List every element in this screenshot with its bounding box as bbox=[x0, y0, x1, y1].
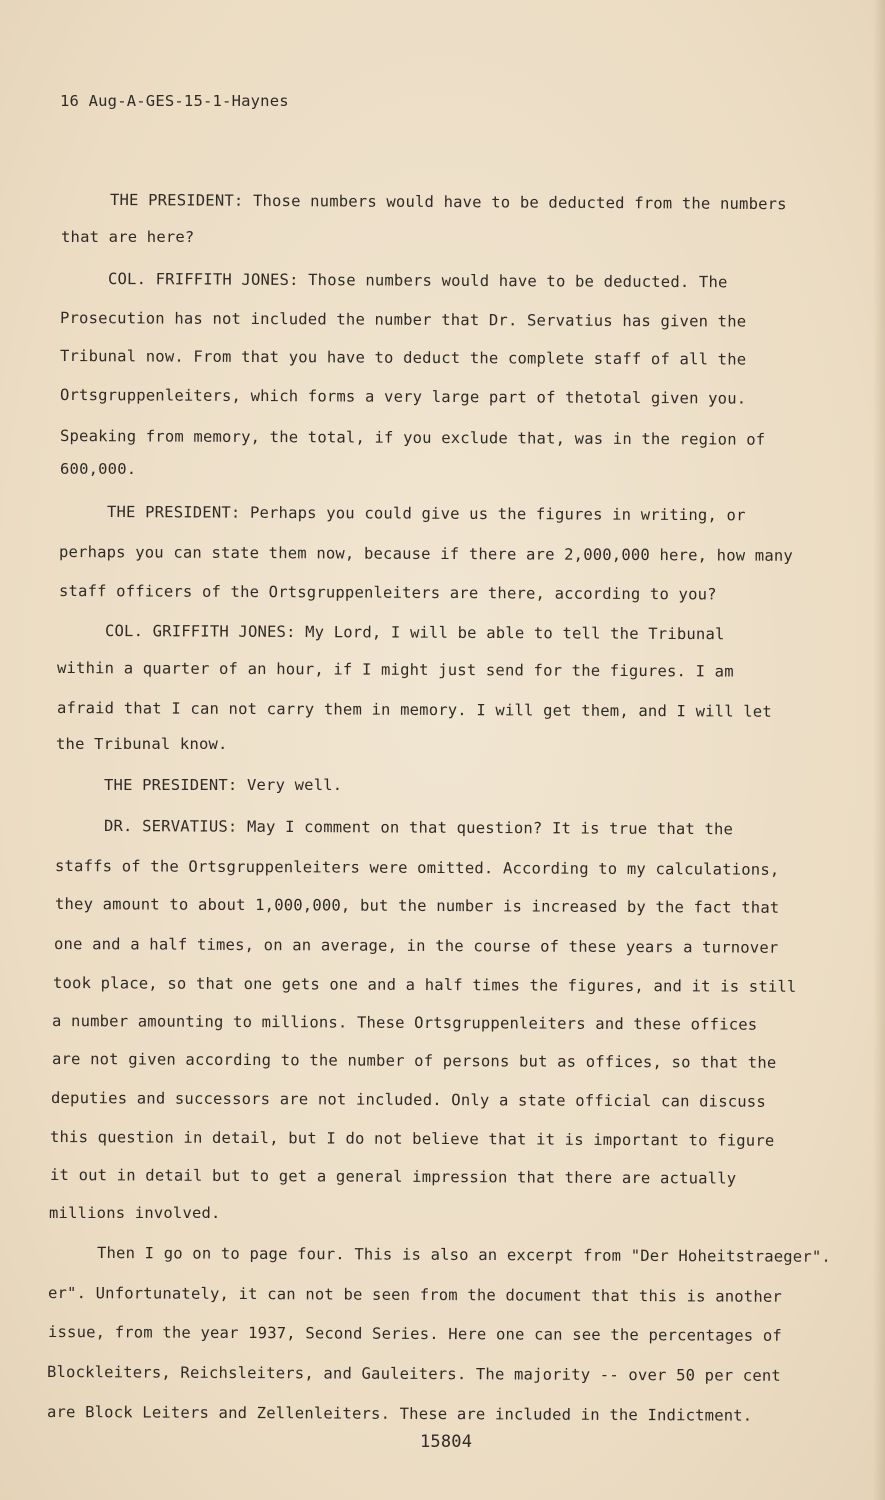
transcript-line: millions involved. bbox=[49, 1204, 221, 1222]
transcript-line: afraid that I can not carry them in memory. I will get them, and I will let bbox=[56, 699, 772, 721]
transcript-line: Tribunal now. From that you have to deduct the complete staff of all the bbox=[59, 347, 747, 369]
transcript-line: within a quarter of an hour, if I might just send for the figures. I am bbox=[56, 659, 734, 681]
transcript-line: staff officers of the Ortsgruppenleiters are there, according to you? bbox=[58, 582, 717, 604]
transcript-line: DR. SERVATIUS: May I comment on that question? It is true that the bbox=[103, 817, 734, 839]
transcript-line: 600,000. bbox=[60, 460, 137, 478]
transcript-line: Blockleiters, Reichsleiters, and Gauleiters. The majority -- over 50 per cent bbox=[46, 1363, 781, 1385]
transcript-line: THE PRESIDENT: Those numbers would have to be deducted from the numbers bbox=[109, 191, 787, 214]
transcript-line: Then I go on to page four. This is also an excerpt from "Der Hoheitstraeger". bbox=[96, 1244, 831, 1266]
transcript-line: they amount to about 1,000,000, but the number is increased by the fact that bbox=[54, 895, 780, 917]
transcript-line: one and a half times, on an average, in the course of these years a turnover bbox=[53, 935, 779, 957]
page-number: 15804 bbox=[420, 1432, 473, 1452]
transcript-line: that are here? bbox=[61, 228, 195, 246]
transcript-line: THE PRESIDENT: Perhaps you could give us the figures in writing, or bbox=[106, 503, 746, 525]
transcript-line: took place, so that one gets one and a half times the figures, and it is still bbox=[52, 974, 797, 996]
transcript-line: COL. FRIFFITH JONES: Those numbers would have to be deducted. The bbox=[107, 270, 728, 292]
transcript-line: it out in detail but to get a general impression that there are actually bbox=[49, 1166, 737, 1188]
transcript-line: are Block Leiters and Zellenleiters. These are included in the Indictment. bbox=[46, 1403, 753, 1425]
transcript-line: Ortsgruppenleiters, which forms a very large part of thetotal given you. bbox=[59, 386, 747, 408]
page-edge-shadow bbox=[873, 0, 885, 1500]
transcript-line: a number amounting to millions. These Ortsgruppenleiters and these offices bbox=[51, 1012, 758, 1034]
transcript-line: issue, from the year 1937, Second Series. Here one can see the percentages of bbox=[47, 1323, 782, 1345]
transcript-line: staffs of the Ortsgruppenleiters were omitted. According to my calculations, bbox=[54, 857, 780, 879]
transcript-line: Prosecution has not included the number that Dr. Servatius has given the bbox=[59, 309, 747, 331]
transcript-line: THE PRESIDENT: Very well. bbox=[104, 776, 343, 794]
transcript-line: Speaking from memory, the total, if you exclude that, was in the region of bbox=[59, 427, 766, 449]
transcript-line: perhaps you can state them now, because if there are 2,000,000 here, how many bbox=[58, 543, 793, 565]
transcript-line: the Tribunal know. bbox=[56, 735, 228, 753]
transcript-line: er". Unfortunately, it can not be seen from the document that this is another bbox=[47, 1284, 782, 1306]
transcript-line: this question in detail, but I do not believe that it is important to figure bbox=[49, 1128, 775, 1150]
transcript-line: are not given according to the number of persons but as offices, so that the bbox=[51, 1050, 777, 1072]
transcript-line: COL. GRIFFITH JONES: My Lord, I will be able to tell the Tribunal bbox=[104, 622, 725, 644]
document-reference: 16 Aug-A-GES-15-1-Haynes bbox=[60, 92, 289, 110]
transcript-line: deputies and successors are not included. Only a state official can discuss bbox=[50, 1089, 766, 1111]
